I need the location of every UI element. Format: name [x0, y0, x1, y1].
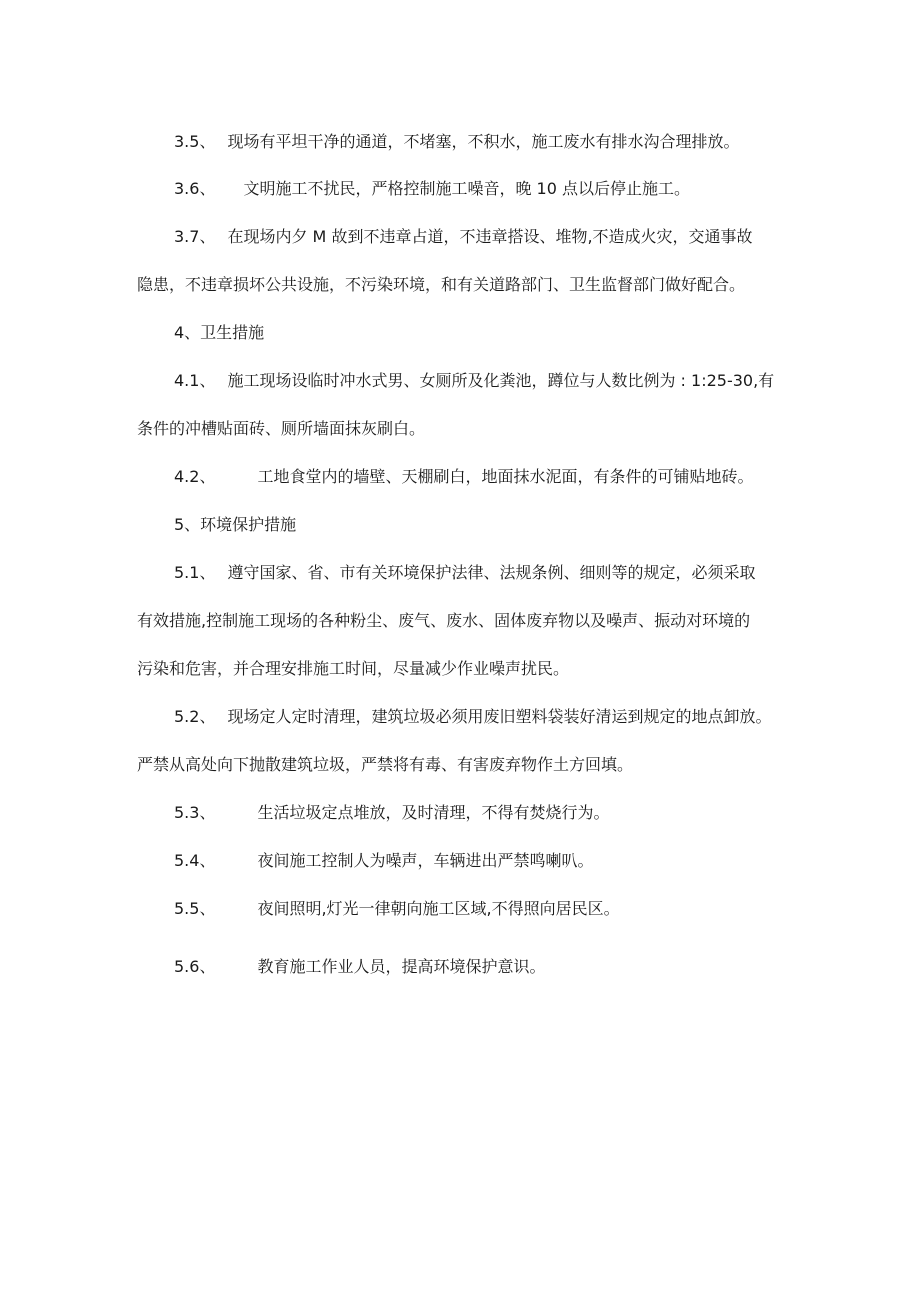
clause-text: 遵守国家、省、市有关环境保护法律、法规条例、细则等的规定，必须采取 — [227, 563, 756, 582]
clause-separator: 、 — [199, 707, 216, 726]
clause-text: 夜间施工控制人为噪声，车辆进出严禁鸣喇叭。 — [257, 851, 594, 870]
clause-separator: 、 — [199, 803, 216, 822]
clause-3-6 — [174, 177, 920, 201]
clause-number: 3.7 — [174, 227, 200, 246]
clause-5-5 — [174, 897, 920, 921]
clause-5-2-line-1 — [174, 705, 920, 729]
clause-separator: 、 — [199, 227, 216, 246]
clause-5-1-line-3: 污染和危害，并合理安排施工时间，尽量减少作业噪声扰民。 — [137, 659, 570, 678]
clause-text: 现场定人定时清理，建筑垃圾必须用废旧塑料袋装好清运到规定的地点卸放。 — [227, 707, 772, 726]
clause-4-2 — [174, 465, 920, 489]
clause-5-2-line-2: 严禁从高处向下抛散建筑垃圾，严禁将有毒、有害废弃物作土方回填。 — [137, 755, 634, 774]
clause-number: 5.5 — [174, 899, 200, 918]
clause-number: 4.2 — [174, 467, 200, 486]
clause-number: 5.6 — [174, 957, 200, 976]
clause-text: 文明施工不扰民，严格控制施工噪音，晚 10 点以后停止施工。 — [243, 179, 691, 198]
clause-number: 5.2 — [174, 707, 200, 726]
clause-number: 4.1 — [174, 371, 200, 390]
section-heading-4: 4、卫生措施 — [174, 323, 265, 342]
clause-separator: 、 — [199, 371, 216, 390]
clause-number: 5.1 — [174, 563, 200, 582]
clause-4-1-line-1 — [174, 369, 920, 393]
clause-separator: 、 — [199, 132, 216, 151]
clause-separator: 、 — [199, 179, 216, 198]
section-heading-5: 5、环境保护措施 — [174, 515, 297, 534]
clause-separator: 、 — [199, 899, 216, 918]
clause-5-3 — [174, 801, 920, 825]
clause-text: 现场有平坦干净的通道，不堵塞，不积水，施工废水有排水沟合理排放。 — [227, 132, 740, 151]
clause-text: 在现场内夕 M 故到不违章占道，不违章搭设、堆物,不造成火灾，交通事故 — [227, 227, 753, 246]
clause-5-4 — [174, 849, 920, 873]
clause-separator: 、 — [199, 563, 216, 582]
clause-separator: 、 — [199, 957, 216, 976]
clause-separator: 、 — [199, 851, 216, 870]
clause-text: 夜间照明,灯光一律朝向施工区域,不得照向居民区。 — [257, 899, 620, 918]
clause-text: 施工现场设临时冲水式男、女厕所及化粪池，蹲位与人数比例为 : 1:25-30,有 — [227, 371, 775, 390]
clause-number: 5.4 — [174, 851, 200, 870]
clause-text: 教育施工作业人员，提高环境保护意识。 — [257, 957, 546, 976]
clause-number: 3.6 — [174, 179, 200, 198]
clause-separator: 、 — [199, 467, 216, 486]
clause-number: 5.3 — [174, 803, 200, 822]
clause-number: 3.5 — [174, 132, 200, 151]
clause-text: 生活垃圾定点堆放，及时清理，不得有焚烧行为。 — [257, 803, 610, 822]
clause-5-1-line-1 — [174, 561, 920, 585]
clause-3-7-line-1 — [174, 225, 920, 249]
clause-text: 工地食堂内的墙壁、天棚刷白，地面抹水泥面，有条件的可铺贴地砖。 — [257, 467, 754, 486]
clause-5-6 — [174, 955, 920, 979]
clause-4-1-line-2: 条件的冲槽贴面砖、厕所墙面抹灰刷白。 — [137, 419, 426, 438]
clause-5-1-line-2: 有效措施,控制施工现场的各种粉尘、废气、废水、固体废弃物以及噪声、振动对环境的 — [137, 611, 751, 630]
clause-3-7-line-2: 隐患，不违章损坏公共设施，不污染环境，和有关道路部门、卫生监督部门做好配合。 — [137, 275, 746, 294]
clause-3-5 — [174, 130, 920, 154]
